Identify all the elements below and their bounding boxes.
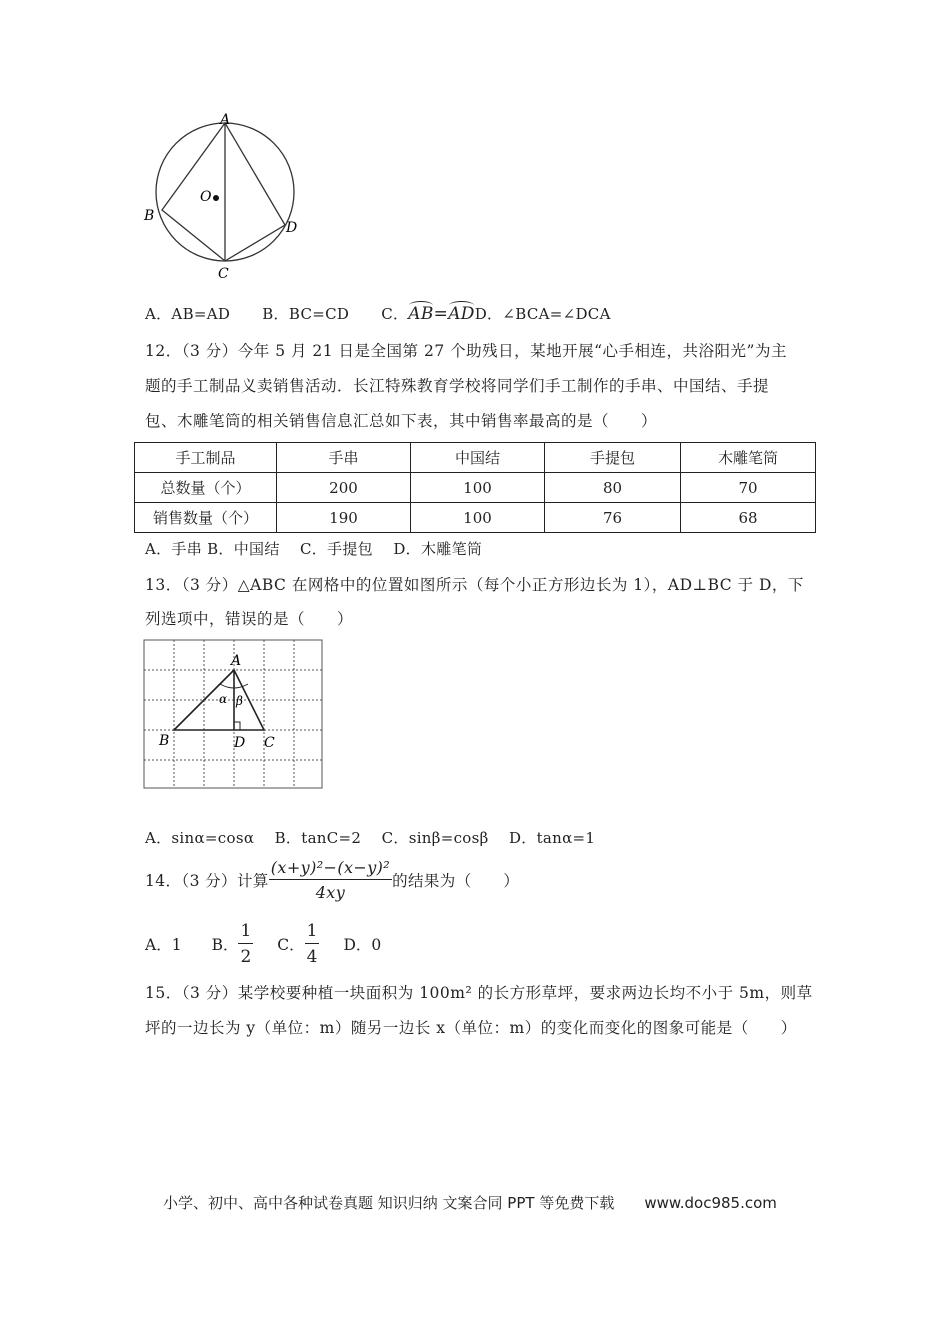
q14-option-c: C．: [277, 936, 305, 954]
table-cell: 100: [411, 473, 545, 503]
q11-option-b: B．BC=CD: [262, 305, 350, 323]
label-beta: β: [236, 694, 243, 708]
q11-option-c-prefix: C．: [381, 305, 409, 323]
q14-numerator: (x+y)²−(x−y)²: [269, 858, 392, 880]
q12-options: A．手串 B．中国结 C．手提包 D．木雕笔筒: [145, 540, 483, 558]
table-header-cell: 中国结: [411, 443, 545, 473]
table-cell: 190: [277, 503, 411, 533]
q15-line-2: 坪的一边长为 y（单位：m）随另一边长 x（单位：m）的变化而变化的图象可能是（ ）: [145, 1019, 797, 1037]
q14-fraction: [269, 858, 392, 902]
label-c: C: [218, 266, 229, 282]
label-o: O: [200, 189, 212, 205]
table-cell: 销售数量（个）: [135, 503, 277, 533]
sales-table: [134, 442, 816, 533]
table-cell: 总数量（个）: [135, 473, 277, 503]
table-cell: 80: [545, 473, 681, 503]
table-row: [135, 503, 816, 533]
q14-option-d: D．0: [343, 936, 382, 954]
q12-line-3: 包、木雕笔筒的相关销售信息汇总如下表，其中销售率最高的是（ ）: [145, 412, 658, 430]
q14-option-a: A．1: [145, 936, 182, 954]
table-header-cell: 木雕笔筒: [681, 443, 816, 473]
table-cell: 200: [277, 473, 411, 503]
q11-arc-ad: AD: [448, 304, 475, 324]
table-cell: 70: [681, 473, 816, 503]
q15-line-1: 15．（3 分）某学校要种植一块面积为 100m² 的长方形草坪，要求两边长均不小于 5m，则草: [145, 984, 813, 1002]
table-header-cell: 手串: [277, 443, 411, 473]
q14-line: [145, 858, 519, 902]
table-cell: 68: [681, 503, 816, 533]
q14-denominator: 4xy: [315, 883, 346, 902]
q14-option-c-den: 4: [306, 947, 318, 967]
label-b: B: [144, 208, 155, 224]
q12-line-1: 12．（3 分）今年 5 月 21 日是全国第 27 个助残日，某地开展“心手相连，共浴阳光”为主: [145, 342, 787, 360]
table-header-cell: 手工制品: [135, 443, 277, 473]
q13-line-1: 13．（3 分）△ABC 在网格中的位置如图所示（每个小正方形边长为 1），AD⊥BC 于 D，下: [145, 576, 804, 594]
table-header-row: [135, 443, 816, 473]
center-point: [213, 195, 219, 201]
quadrilateral-abcd: [162, 123, 285, 261]
q14-options: [145, 921, 381, 967]
table-cell: 100: [411, 503, 545, 533]
label-alpha: α: [219, 692, 228, 706]
q14-option-b-num: 1: [238, 921, 253, 944]
label-d: D: [286, 220, 298, 236]
label-a: A: [231, 653, 242, 669]
circle-figure: [140, 110, 310, 285]
q14-prefix: 14．（3 分）计算: [145, 872, 269, 890]
right-angle-mark: [234, 722, 240, 730]
q14-option-b: B．: [211, 936, 239, 954]
q14-suffix: 的结果为（ ）: [392, 872, 520, 890]
q13-options: A．sinα=cosα B．tanC=2 C．sinβ=cosβ D．tanα=1: [145, 829, 596, 847]
q13-line-2: 列选项中，错误的是（ ）: [145, 610, 354, 628]
label-b: B: [159, 733, 170, 749]
q14-option-c-fraction: [305, 921, 320, 967]
label-a: A: [220, 112, 231, 128]
q14-option-b-fraction: [238, 921, 253, 967]
table-cell: 76: [545, 503, 681, 533]
q14-option-b-den: 2: [240, 947, 252, 967]
grid-triangle-figure: [140, 636, 330, 794]
q11-option-c-eq: =: [433, 304, 449, 324]
q11-arc-ab: AB: [408, 304, 434, 324]
table-header-cell: 手提包: [545, 443, 681, 473]
label-c: C: [264, 735, 275, 751]
page-footer: 小学、初中、高中各种试卷真题 知识归纳 文案合同 PPT 等免费下载 www.doc985.com: [163, 1194, 777, 1212]
table-row: [135, 473, 816, 503]
label-d: D: [234, 735, 246, 751]
q12-line-2: 题的手工制品义卖销售活动．长江特殊教育学校将同学们手工制作的手串、中国结、手提: [145, 377, 770, 395]
q11-option-d: D．∠BCA=∠DCA: [474, 305, 611, 323]
q11-options: [145, 304, 611, 324]
q14-option-c-num: 1: [305, 921, 320, 944]
q11-option-a: A．AB=AD: [145, 305, 231, 323]
